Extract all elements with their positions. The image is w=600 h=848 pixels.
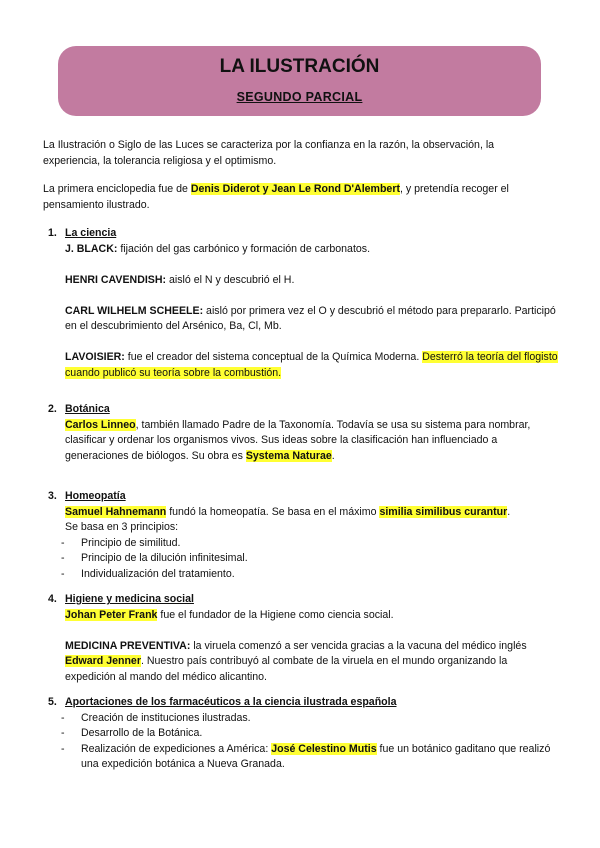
black-entry xyxy=(65,242,558,258)
section-farmaceuticos xyxy=(43,695,558,773)
list-item: - Desarrollo de la Botánica. xyxy=(61,726,558,742)
list-item: - Principio de la dilución infinitesimal. xyxy=(61,551,558,567)
principles-list xyxy=(43,536,558,583)
expedition-text-end: fue un botánico gaditano que realizó una expedición botánica a Nueva Granada. xyxy=(81,742,551,770)
frank-entry xyxy=(65,608,558,624)
section-title: Aportaciones de los farmacéuticos a la ciencia ilustrada española xyxy=(65,696,397,708)
list-item: - Individualización del tratamiento. xyxy=(61,567,558,583)
section-title: Higiene y medicina social xyxy=(65,593,194,605)
page-subtitle: SEGUNDO PARCIAL xyxy=(236,90,363,104)
scheele-name: CARL WILHELM SCHEELE: xyxy=(65,304,204,317)
list-item xyxy=(61,742,558,773)
lavoisier-highlight: Desterró la teoría del flogisto cuando publicó su teoría sobre la combustión. xyxy=(65,351,558,379)
linneo-entry xyxy=(65,418,558,465)
lavoisier-entry xyxy=(65,350,558,381)
preventive-medicine-entry xyxy=(65,639,558,686)
encyclopedia-text: La primera enciclopedia fue de xyxy=(43,183,191,195)
encyclopedia-text-end: , y pretendía recoger el pensamiento ilustrado. xyxy=(43,183,509,211)
lavoisier-name: LAVOISIER: xyxy=(65,351,125,363)
section-title: La ciencia xyxy=(65,227,117,239)
frank-text: fue el fundador de la Higiene como ciencia social. xyxy=(157,608,394,621)
expedition-text: Realización de expediciones a América: xyxy=(81,742,272,755)
section-higiene xyxy=(43,592,558,685)
hahnemann-end: . xyxy=(507,505,511,518)
list-item: - Principio de similitud. xyxy=(61,536,558,552)
hahnemann-entry xyxy=(65,505,558,521)
jenner-name: Edward Jenner xyxy=(65,655,141,667)
section-number: 4. xyxy=(48,593,57,605)
scheele-entry xyxy=(65,304,558,335)
linneo-name: Carlos Linneo xyxy=(65,418,136,431)
section-homeopatia xyxy=(43,489,558,582)
section-ciencia xyxy=(43,226,558,381)
encyclopedia-paragraph xyxy=(43,182,553,213)
black-text: fijación del gas carbónico y formación de carbonatos. xyxy=(117,242,371,255)
list-item: - Creación de instituciones ilustradas. xyxy=(61,711,558,727)
encyclopedia-authors: Denis Diderot y Jean Le Rond D'Alembert xyxy=(190,183,400,195)
preventive-label: MEDICINA PREVENTIVA: xyxy=(65,639,191,652)
frank-name: Johan Peter Frank xyxy=(65,608,158,621)
section-number: 2. xyxy=(48,403,57,415)
systema-naturae: Systema Naturae xyxy=(245,449,332,462)
section-number: 3. xyxy=(48,490,57,502)
contributions-list xyxy=(43,711,558,773)
preventive-text: la viruela comenzó a ser vencida gracias a la vacuna del médico inglés xyxy=(190,639,527,652)
black-name: J. BLACK: xyxy=(65,242,118,255)
hahnemann-maxim: similia similibus curantur xyxy=(379,505,508,518)
cavendish-entry xyxy=(65,273,558,289)
mutis-name: José Celestino Mutis xyxy=(271,742,377,755)
cavendish-name: HENRI CAVENDISH: xyxy=(65,273,167,286)
section-title: Botánica xyxy=(65,403,110,415)
hahnemann-text: fundó la homeopatía. Se basa en el máximo xyxy=(166,505,380,518)
scheele-text: aisló por primera vez el O y descubrió el método para prepararlo. Participó en el descubrimiento del Arsénico, Ba, Cl, Mb. xyxy=(65,304,556,332)
lavoisier-text: fue el creador del sistema conceptual de la Química Moderna. xyxy=(124,351,423,363)
section-botanica xyxy=(43,402,558,464)
section-number: 1. xyxy=(48,227,57,239)
preventive-end: . Nuestro país contribuyó al combate de la viruela en el mundo organizando la expedición al mando del médico alicantino. xyxy=(65,655,508,683)
linneo-text: , también llamado Padre de la Taxonomía. Todavía se usa su sistema para nombrar, clasificar y ordenar los organismos vivos. Sus ideas sobre la clasificación han influenciado a generaciones de biólogos. Su obra es xyxy=(65,418,531,462)
hahnemann-name: Samuel Hahnemann xyxy=(65,505,167,518)
title-banner xyxy=(58,46,541,116)
page-title: LA ILUSTRACIÓN xyxy=(219,56,380,77)
cavendish-text: aisló el N y descubrió el H. xyxy=(166,273,295,286)
intro-paragraph: La Ilustración o Siglo de las Luces se caracteriza por la confianza en la razón, la observación, la experiencia, la tolerancia religiosa y el optimismo. xyxy=(43,139,495,167)
section-title: Homeopatía xyxy=(65,490,126,502)
linneo-end: . xyxy=(331,449,335,462)
principles-intro: Se basa en 3 principios: xyxy=(65,521,179,533)
section-number: 5. xyxy=(48,696,57,708)
